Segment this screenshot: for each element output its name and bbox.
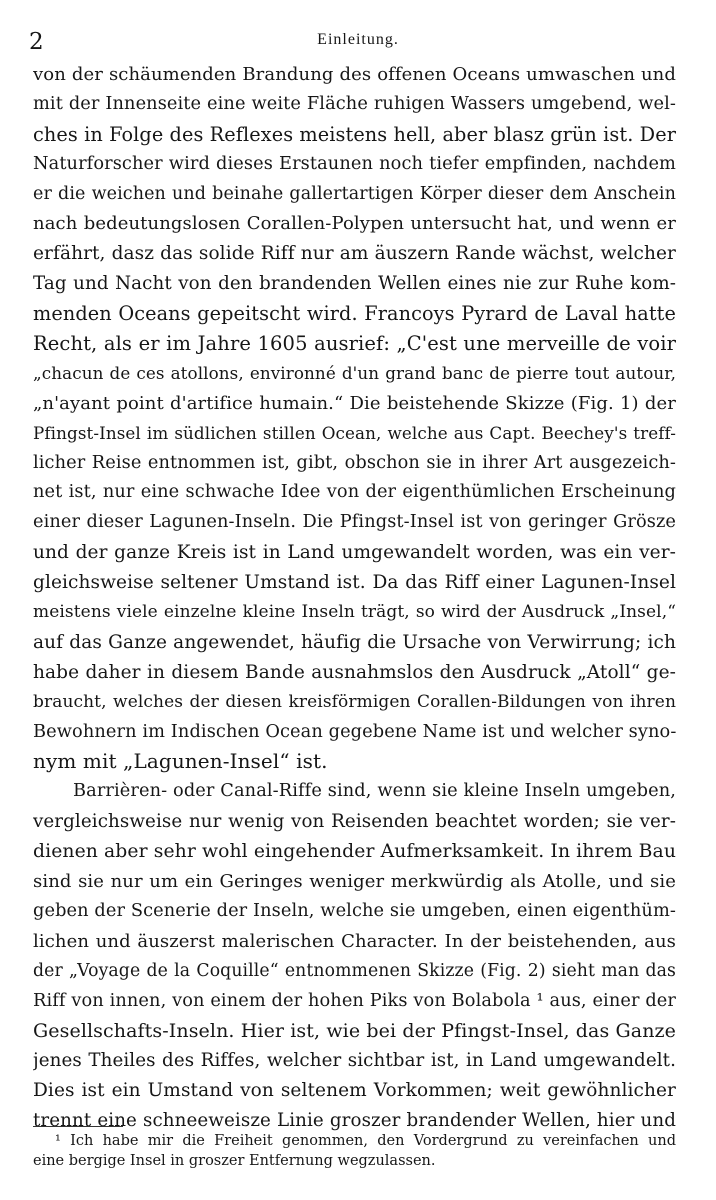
footnote-line: eine bergige Insel in groszer Entfernung wegzulassen.: [33, 1153, 436, 1169]
text-line: „chacun de ces atollons, environné d'un grand banc de pierre tout autour,: [33, 362, 676, 383]
text-line: gleichsweise seltener Umstand ist. Da das Riff einer Lagunen-Insel: [33, 572, 676, 594]
text-line: meistens viele einzelne kleine Inseln trägt, so wird der Ausdruck „Insel,“: [33, 602, 676, 623]
text-line: und der ganze Kreis ist in Land umgewandelt worden, was ein ver-: [33, 542, 676, 564]
text-line: mit der Innenseite eine weite Fläche ruhigen Wassers umgebend, wel-: [33, 93, 676, 114]
text-line: braucht, welches der diesen kreisförmigen Corallen-Bildungen von ihren: [33, 691, 676, 712]
text-line: Pfingst-Insel im südlichen stillen Ocean, welche aus Capt. Beechey's treff-: [33, 422, 676, 443]
text-line: trennt eine schneeweisze Linie groszer brandender Wellen, hier und: [33, 1110, 676, 1132]
text-line: Barrièren- oder Canal-Riffe sind, wenn sie kleine Inseln umgeben,: [73, 781, 676, 802]
text-line: einer dieser Lagunen-Inseln. Die Pfingst-Insel ist von geringer Grösze: [33, 512, 676, 533]
text-line: net ist, nur eine schwache Idee von der eigenthümlichen Erscheinung: [33, 482, 676, 503]
text-line: geben der Scenerie der Inseln, welche sie umgeben, einen eigenthüm-: [33, 900, 676, 921]
text-line: vergleichsweise nur wenig von Reisenden beachtet worden; sie ver-: [33, 811, 676, 833]
text-line: jenes Theiles des Riffes, welcher sichtbar ist, in Land umgewandelt.: [33, 1050, 676, 1072]
text-line: nach bedeutungslosen Corallen-Polypen untersucht hat, und wenn er: [33, 213, 676, 235]
text-line: licher Reise entnommen ist, gibt, obschon sie in ihrer Art ausgezeich-: [33, 452, 676, 473]
text-line: menden Oceans gepeitscht wird. Francoys Pyrard de Laval hatte: [33, 302, 676, 326]
text-line: lichen und äuszerst malerischen Character. In der beistehenden, aus: [33, 930, 676, 952]
text-line: Recht, als er im Jahre 1605 ausrief: „C'est une merveille de voir: [33, 332, 676, 356]
text-line: nym mit „Lagunen-Insel“ ist.: [33, 749, 328, 774]
text-line: der „Voyage de la Coquille“ entnommenen Skizze (Fig. 2) sieht man das: [33, 960, 676, 981]
footnote-line: ¹ Ich habe mir die Freiheit genommen, den Vordergrund zu vereinfachen und: [55, 1133, 676, 1149]
text-line: sind sie nur um ein Geringes weniger merkwürdig als Atolle, und sie: [33, 871, 676, 893]
body-text: [33, 60, 676, 1136]
text-line: Naturforscher wird dieses Erstaunen noch tiefer empfinden, nachdem: [33, 153, 676, 174]
text-line: Bewohnern im Indischen Ocean gegebene Name ist und welcher syno-: [33, 721, 676, 742]
text-line: Tag und Nacht von den brandenden Wellen eines nie zur Ruhe kom-: [33, 273, 676, 295]
text-line: von der schäumenden Brandung des offenen Oceans umwaschen und: [33, 64, 676, 85]
text-line: er die weichen und beinahe gallertartigen Körper dieser dem Anschein: [33, 183, 676, 204]
text-line: ches in Folge des Reflexes meistens hell, aber blasz grün ist. Der: [33, 122, 676, 146]
text-line: Gesellschafts-Inseln. Hier ist, wie bei der Pfingst-Insel, das Ganze: [33, 1019, 676, 1042]
text-line: habe daher in diesem Bande ausnahmslos den Ausdruck „Atoll“ ge-: [33, 661, 676, 683]
footnote: [33, 1131, 676, 1171]
running-title: Einleitung.: [317, 31, 399, 48]
text-line: auf das Ganze angewendet, häufig die Ursache von Verwirrung; ich: [33, 631, 676, 653]
text-line: erfährt, dasz das solide Riff nur am äuszern Rande wächst, welcher: [33, 243, 676, 265]
page-number: 2: [29, 29, 44, 55]
text-line: „n'ayant point d'artifice humain.“ Die beistehende Skizze (Fig. 1) der: [33, 392, 676, 414]
footnote-divider: [33, 1126, 123, 1127]
text-line: dienen aber sehr wohl eingehender Aufmerksamkeit. In ihrem Bau: [33, 841, 676, 863]
text-line: Dies ist ein Umstand von seltenem Vorkommen; weit gewöhnlicher: [33, 1080, 676, 1102]
text-line: Riff von innen, von einem der hohen Piks von Bolabola ¹ aus, einer der: [33, 990, 676, 1011]
